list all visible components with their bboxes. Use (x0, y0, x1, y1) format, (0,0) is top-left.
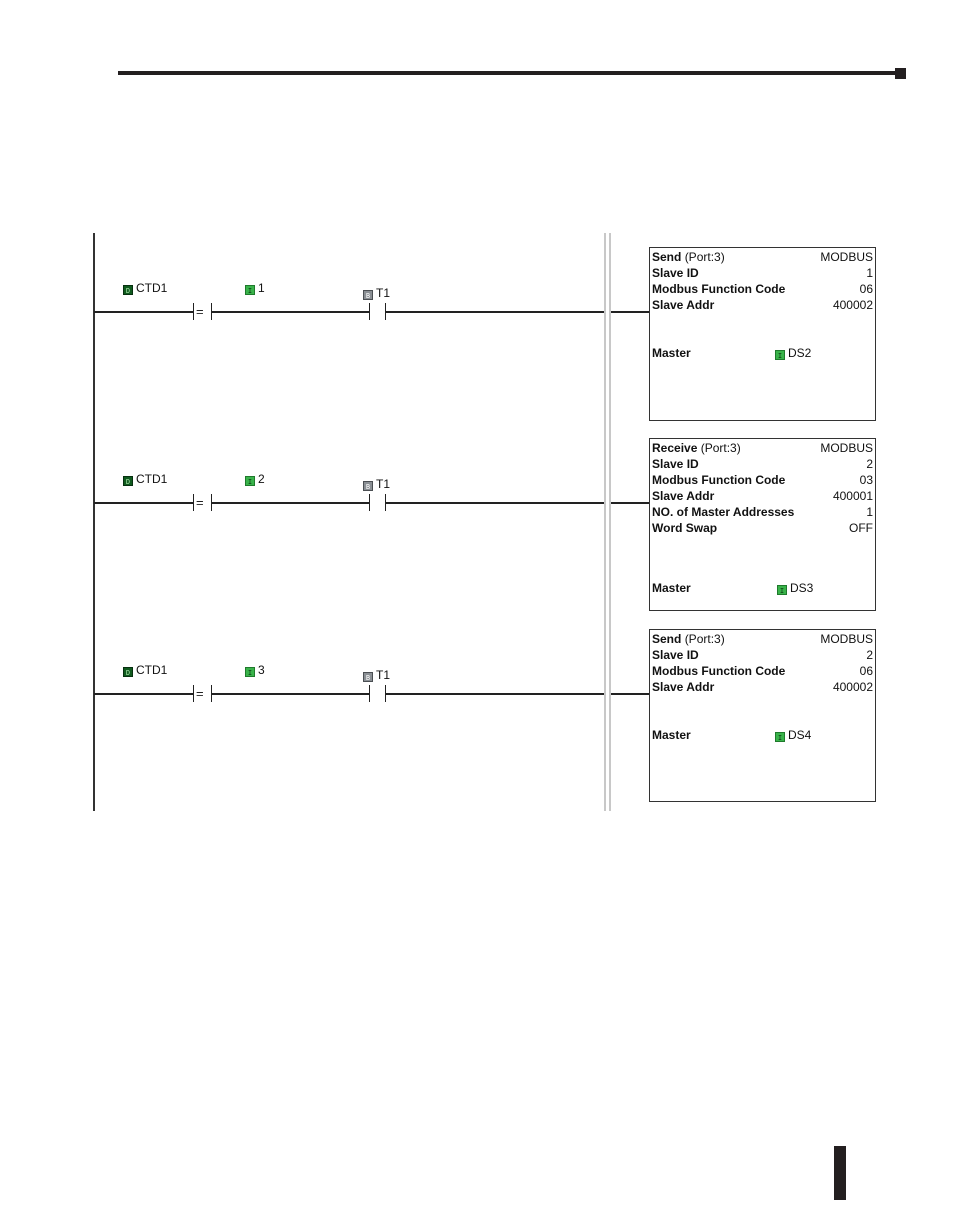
page-side-tab (834, 1146, 846, 1200)
counter-register-icon: D (123, 285, 133, 295)
box-field: NO. of Master Addresses 1 (652, 505, 873, 519)
integer-register-icon: I (775, 732, 785, 742)
timer-bit-icon: B (363, 672, 373, 682)
wire-segment (94, 311, 193, 313)
box-master-row: Master I DS2 (652, 346, 812, 360)
box-field: Slave Addr 400002 (652, 680, 873, 694)
header-rule (118, 71, 897, 75)
contact-label: B T1 (363, 668, 390, 682)
box-field: Slave Addr 400002 (652, 298, 873, 312)
box-field: Slave ID 1 (652, 266, 873, 280)
timer-bit-icon: B (363, 290, 373, 300)
box-field: Modbus Function Code 03 (652, 473, 873, 487)
wire-segment (611, 693, 649, 695)
compare-left-operand: D CTD1 (123, 663, 167, 677)
box-title: Receive (Port:3) MODBUS (652, 441, 873, 455)
integer-constant-icon: I (245, 667, 255, 677)
wire-segment (611, 311, 649, 313)
compare-right-operand: I 3 (245, 663, 265, 677)
box-field: Modbus Function Code 06 (652, 282, 873, 296)
contact-label: B T1 (363, 477, 390, 491)
box-master-row: Master I DS3 (652, 581, 814, 595)
compare-contact-left-bar (193, 303, 194, 320)
box-field: Slave ID 2 (652, 648, 873, 662)
timer-bit-icon: B (363, 481, 373, 491)
compare-contact-left-bar (193, 494, 194, 511)
box-title: Send (Port:3) MODBUS (652, 250, 873, 264)
box-title: Send (Port:3) MODBUS (652, 632, 873, 646)
box-master-row: Master I DS4 (652, 728, 812, 742)
integer-constant-icon: I (245, 476, 255, 486)
integer-register-icon: I (775, 350, 785, 360)
wire-segment (212, 311, 369, 313)
wire-segment (611, 502, 649, 504)
ladder-diagram (90, 233, 890, 811)
compare-operator: = (196, 304, 204, 319)
wire-segment (386, 311, 604, 313)
compare-right-operand: I 1 (245, 281, 265, 295)
contact-left-bar (369, 685, 370, 702)
counter-register-icon: D (123, 476, 133, 486)
compare-operator: = (196, 495, 204, 510)
contact-label: B T1 (363, 286, 390, 300)
counter-register-icon: D (123, 667, 133, 677)
contact-left-bar (369, 303, 370, 320)
box-field: Slave ID 2 (652, 457, 873, 471)
wire-segment (212, 502, 369, 504)
wire-segment (212, 693, 369, 695)
compare-left-operand: D CTD1 (123, 472, 167, 486)
compare-left-operand: D CTD1 (123, 281, 167, 295)
compare-contact-left-bar (193, 685, 194, 702)
send-instruction-box[interactable] (649, 629, 876, 802)
send-instruction-box[interactable] (649, 247, 876, 421)
compare-right-operand: I 2 (245, 472, 265, 486)
wire-segment (94, 693, 193, 695)
header-rule-end-square (895, 68, 906, 79)
wire-segment (94, 502, 193, 504)
integer-constant-icon: I (245, 285, 255, 295)
box-field: Slave Addr 400001 (652, 489, 873, 503)
box-field: Modbus Function Code 06 (652, 664, 873, 678)
contact-left-bar (369, 494, 370, 511)
compare-operator: = (196, 686, 204, 701)
integer-register-icon: I (777, 585, 787, 595)
wire-segment (386, 693, 604, 695)
receive-instruction-box[interactable] (649, 438, 876, 611)
wire-segment (386, 502, 604, 504)
box-field: Word Swap OFF (652, 521, 873, 535)
